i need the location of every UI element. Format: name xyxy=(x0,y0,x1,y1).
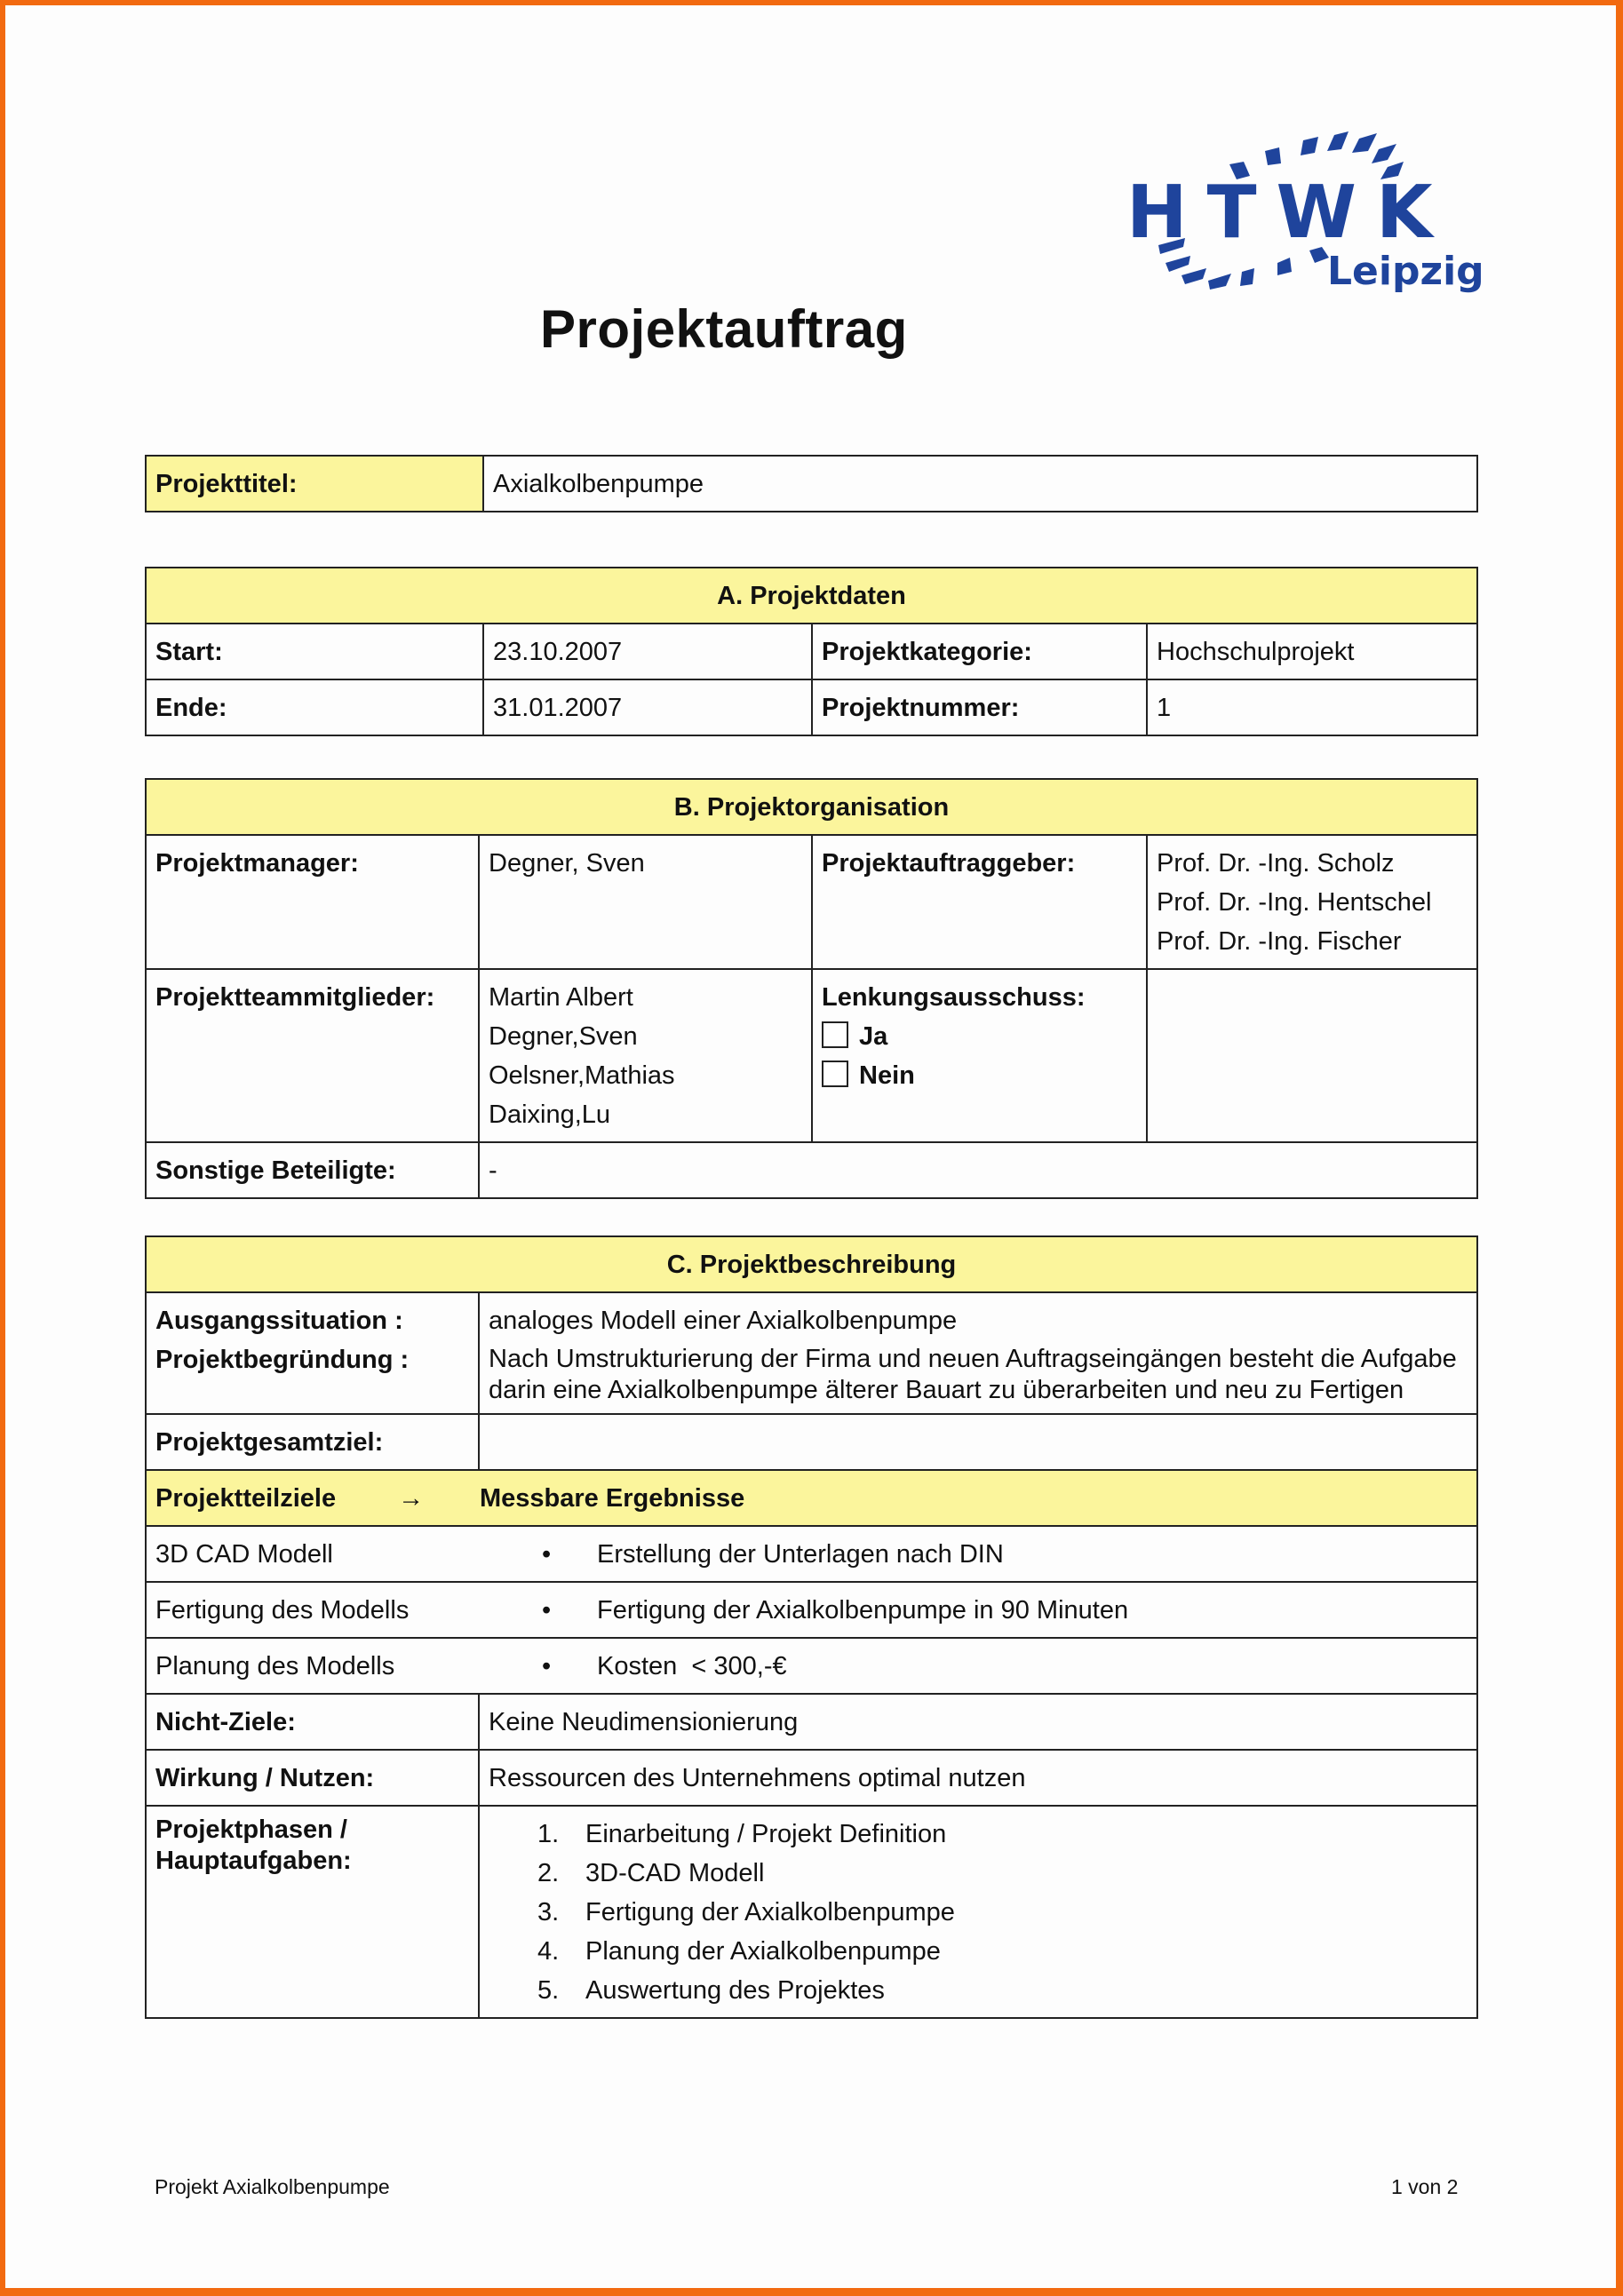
subgoal-row xyxy=(146,1582,1477,1638)
phase-text: Auswertung des Projektes xyxy=(585,1976,885,2005)
phase-number: 4. xyxy=(537,1937,560,1966)
phase-text: Einarbeitung / Projekt Definition xyxy=(585,1820,947,1848)
section-b-heading: B. Projektorganisation xyxy=(146,779,1477,835)
subgoals-header-left-wrap xyxy=(155,1479,480,1518)
subgoal-cell xyxy=(146,1582,1477,1638)
phase-text: Fertigung der Axialkolbenpumpe xyxy=(585,1898,955,1927)
situation-label: Ausgangssituation : xyxy=(155,1307,403,1335)
phases-list xyxy=(479,1806,1477,2018)
table-row xyxy=(146,1292,1477,1414)
table-row xyxy=(146,835,1477,969)
logo-htwk-text: HTWK xyxy=(1126,171,1452,255)
footer-page-number: 1 von 2 xyxy=(1391,2175,1459,2198)
section-a-table xyxy=(145,567,1478,736)
phases-label xyxy=(146,1806,479,2018)
phase-item xyxy=(537,1815,1468,1854)
committee-option-nein[interactable] xyxy=(822,1056,1137,1095)
reason-value: Nach Umstrukturierung der Firma und neuen Auftragseingängen besteht die Aufgabe darin eine Axialkolbenpumpe älterer Bauart zu überarbeiten und neu zu Fertigen xyxy=(489,1345,1457,1404)
bullet-icon: • xyxy=(542,1540,552,1569)
reason-label: Projektbegründung : xyxy=(155,1346,410,1374)
phase-number: 2. xyxy=(537,1859,560,1887)
checkbox-nein-label: Nein xyxy=(859,1061,915,1090)
phase-number: 1. xyxy=(537,1820,560,1848)
committee-cell xyxy=(812,969,1147,1142)
start-value: 23.10.2007 xyxy=(483,624,812,679)
subgoal-row xyxy=(146,1638,1477,1694)
table-row xyxy=(146,1142,1477,1198)
team-member: Martin Albert xyxy=(489,983,633,1012)
subgoal-result: Kosten < 300,-€ xyxy=(597,1652,787,1680)
subgoal-goal: Fertigung des Modells xyxy=(155,1596,410,1625)
table-row xyxy=(146,679,1477,735)
subgoal-cell xyxy=(146,1526,1477,1582)
table-row xyxy=(146,1694,1477,1750)
bullet-icon: • xyxy=(542,1652,552,1680)
table-row xyxy=(146,1806,1477,2018)
client-list xyxy=(1147,835,1477,969)
checkbox-ja-label: Ja xyxy=(859,1022,888,1051)
phase-item xyxy=(537,1971,1468,2010)
table-row xyxy=(146,1414,1477,1470)
category-label: Projektkategorie: xyxy=(812,624,1147,679)
phase-text: 3D-CAD Modell xyxy=(585,1859,765,1887)
start-label: Start: xyxy=(146,624,483,679)
section-c-heading: C. Projektbeschreibung xyxy=(146,1236,1477,1292)
project-number-value: 1 xyxy=(1147,679,1477,735)
subgoals-header-left: Projektteilziele xyxy=(155,1484,337,1513)
phases-label-line2: Hauptaufgaben: xyxy=(155,1847,352,1875)
client-item: Prof. Dr. -Ing. Scholz xyxy=(1157,849,1395,878)
subgoal-result: Fertigung der Axialkolbenpumpe in 90 Minuten xyxy=(597,1596,1129,1625)
situation-value: analoges Modell einer Axialkolbenpumpe xyxy=(489,1307,958,1335)
arrow-right-icon: → xyxy=(398,1484,425,1513)
team-member: Oelsner,Mathias xyxy=(489,1061,675,1090)
subgoals-header-right: Messbare Ergebnisse xyxy=(480,1484,745,1513)
subgoal-result: Erstellung der Unterlagen nach DIN xyxy=(597,1540,1004,1569)
committee-label: Lenkungsausschuss: xyxy=(822,983,1086,1012)
page-title: Projektauftrag xyxy=(540,299,908,359)
manager-value: Degner, Sven xyxy=(479,835,812,969)
section-a-heading: A. Projektdaten xyxy=(146,568,1477,624)
bullet-icon: • xyxy=(542,1596,552,1625)
checkbox-ja[interactable] xyxy=(822,1021,848,1048)
subgoal-goal: Planung des Modells xyxy=(155,1652,395,1680)
subgoals-header xyxy=(146,1470,1477,1526)
overall-goal-value xyxy=(479,1414,1477,1470)
logo-leipzig-text: Leipzig xyxy=(1327,249,1484,294)
footer-document-name: Projekt Axialkolbenpumpe xyxy=(155,2175,390,2198)
phase-item xyxy=(537,1893,1468,1932)
section-b-table xyxy=(145,778,1478,1199)
phase-item xyxy=(537,1854,1468,1893)
table-row xyxy=(146,969,1477,1142)
non-goals-label: Nicht-Ziele: xyxy=(146,1694,479,1750)
client-item: Prof. Dr. -Ing. Fischer xyxy=(1157,927,1402,956)
section-c-table xyxy=(145,1235,1478,2019)
phase-item xyxy=(537,1932,1468,1971)
non-goals-value: Keine Neudimensionierung xyxy=(479,1694,1477,1750)
end-value: 31.01.2007 xyxy=(483,679,812,735)
team-label: Projektteammitglieder: xyxy=(146,969,479,1142)
committee-empty-cell xyxy=(1147,969,1477,1142)
others-label: Sonstige Beteiligte: xyxy=(146,1142,479,1198)
phases-label-line1: Projektphasen / xyxy=(155,1815,347,1844)
client-label: Projektauftraggeber: xyxy=(812,835,1147,969)
team-member: Daixing,Lu xyxy=(489,1100,611,1129)
htwk-logo xyxy=(1121,124,1494,311)
client-item: Prof. Dr. -Ing. Hentschel xyxy=(1157,888,1432,917)
situation-reason-values xyxy=(479,1292,1477,1414)
project-title-value: Axialkolbenpumpe xyxy=(483,456,1477,512)
table-row xyxy=(146,624,1477,679)
situation-reason-labels xyxy=(146,1292,479,1414)
phase-number: 3. xyxy=(537,1898,560,1927)
team-list xyxy=(479,969,812,1142)
end-label: Ende: xyxy=(146,679,483,735)
others-value: - xyxy=(479,1142,1477,1198)
project-title-table xyxy=(145,455,1478,512)
subgoal-goal: 3D CAD Modell xyxy=(155,1540,333,1569)
category-value: Hochschulprojekt xyxy=(1147,624,1477,679)
table-row xyxy=(146,1750,1477,1806)
project-title-label: Projekttitel: xyxy=(146,456,483,512)
checkbox-nein[interactable] xyxy=(822,1061,848,1087)
benefit-label: Wirkung / Nutzen: xyxy=(146,1750,479,1806)
committee-option-ja[interactable] xyxy=(822,1017,1137,1056)
subgoal-row xyxy=(146,1526,1477,1582)
benefit-value: Ressourcen des Unternehmens optimal nutzen xyxy=(479,1750,1477,1806)
team-member: Degner,Sven xyxy=(489,1022,638,1051)
project-number-label: Projektnummer: xyxy=(812,679,1147,735)
phase-text: Planung der Axialkolbenpumpe xyxy=(585,1937,941,1966)
phase-number: 5. xyxy=(537,1976,560,2005)
subgoal-cell xyxy=(146,1638,1477,1694)
manager-label: Projektmanager: xyxy=(146,835,479,969)
overall-goal-label: Projektgesamtziel: xyxy=(146,1414,479,1470)
